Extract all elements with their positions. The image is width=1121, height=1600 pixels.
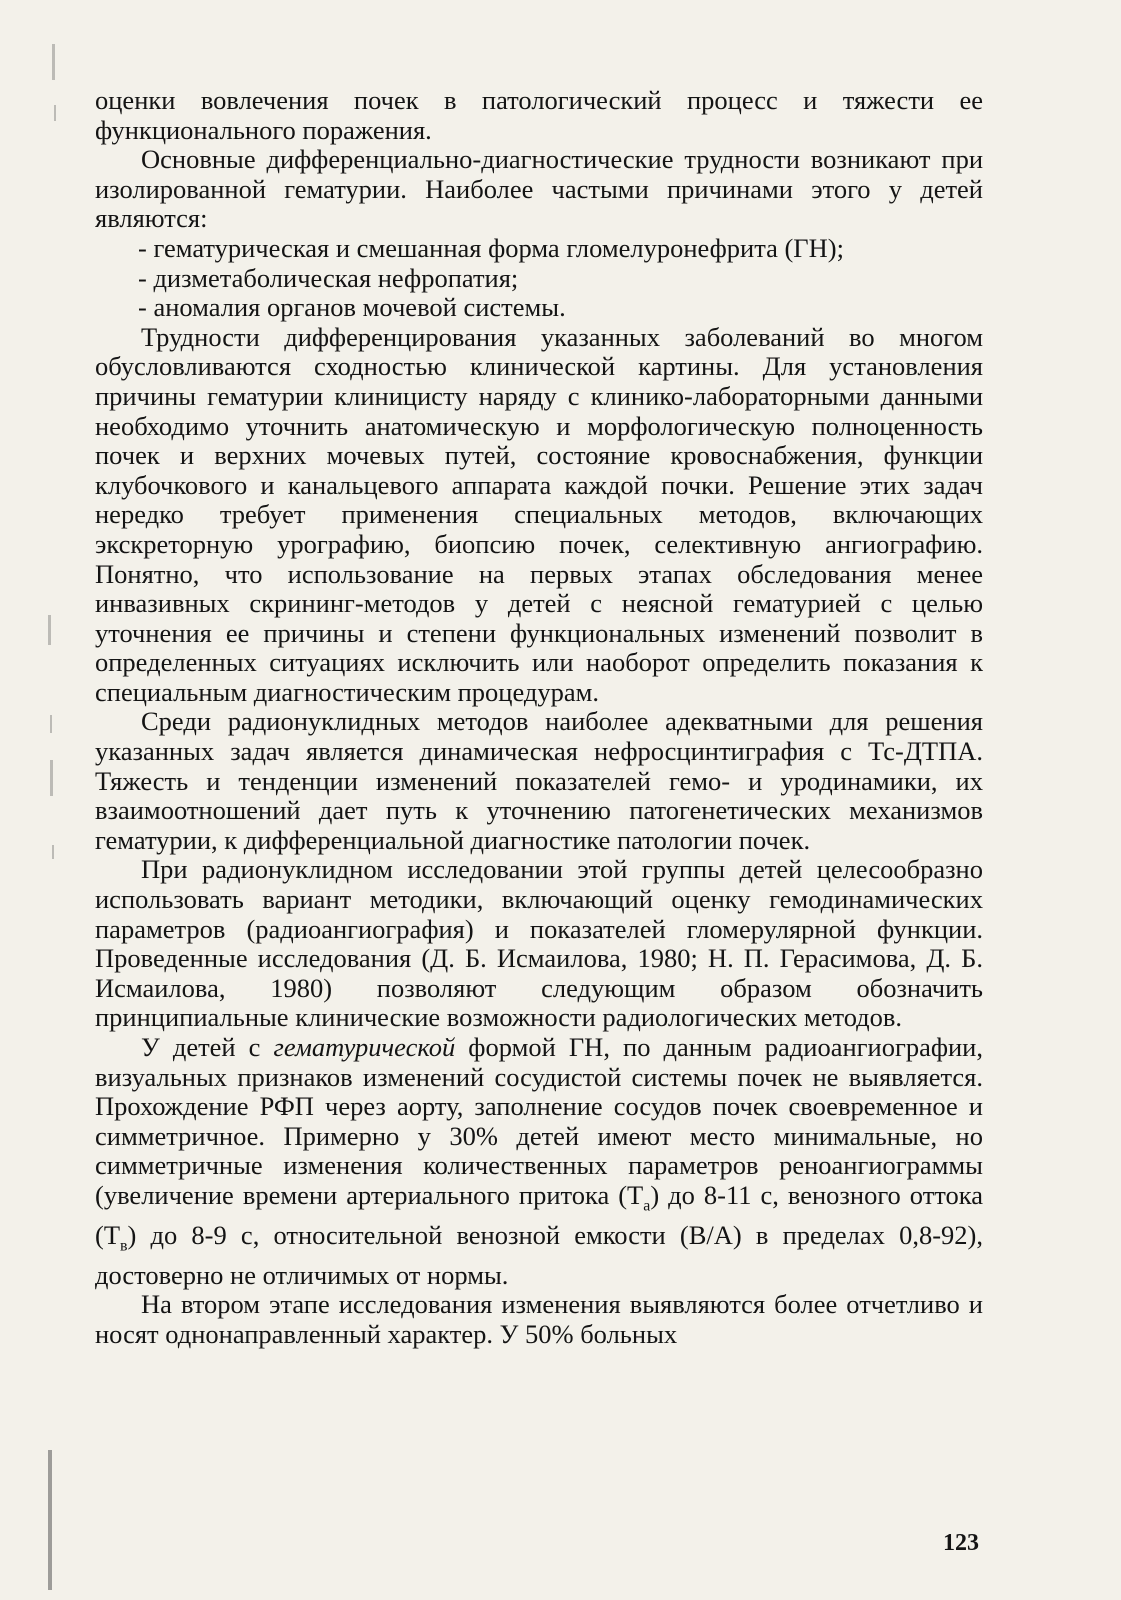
paragraph-radionuclide-methods: Среди радионуклидных методов наиболее адекватными для решения указанных задач является динамическая нефросцинтиграфия с Тс-ДТПА. Тяжесть и тенденции изменений показателей гемо- и уродинамики, их взаимоотношений дает путь к уточнению патогенетических механизмов гематурии, к дифференциальной диагностике патологии почек. bbox=[95, 706, 983, 855]
paragraph-hematuria-difficulties: Основные дифференциально-диагностические трудности возникают при изолированной гематурии. Наиболее частыми причинами этого у детей являются: bbox=[95, 144, 983, 234]
list-item: - гематурическая и смешанная форма гломелуронефрита (ГН); bbox=[138, 232, 844, 263]
paragraph-radionuclide-study: При радионуклидном исследовании этой группы детей целесообразно использовать вариант методики, включающий оценку гемодинамических параметров (радиоангиография) и показателей гломерулярной функции. Проведенные исследования (Д. Б. Исмаилова, 1980; Н. П. Герасимова, Д. Б. Исмаилова, 1980) позволяют следующим образом обозначить принципиальные клинические возможности радиологических методов. bbox=[95, 854, 983, 1033]
text-run: ) до 8-11 с, венозного оттока (Т bbox=[95, 1179, 983, 1250]
scan-speck bbox=[48, 615, 51, 645]
scan-speck bbox=[50, 715, 52, 733]
list-item: - дизметаболическая нефропатия; bbox=[138, 262, 519, 293]
text-run: формой ГН, по данным радиоангиографии, визуальных признаков изменений сосудистой системы почек не выявляется. Прохождение РФП через аорту, заполнение сосудов почек своевременное и симметричное. Примерно у 30% детей имеют место минимальные, но симметричные изменения количественных параметров реноангиограммы (увеличение времени артериального притока (Т bbox=[95, 1032, 983, 1210]
paragraph-second-stage: На втором этапе исследования изменения выявляются более отчетливо и носят однонаправленный характер. У 50% больных bbox=[95, 1289, 983, 1349]
document-page bbox=[95, 86, 983, 1350]
scan-speck bbox=[52, 845, 54, 859]
page-number: 123 bbox=[943, 1530, 979, 1556]
scan-speck bbox=[54, 105, 56, 121]
subscript-a: а bbox=[643, 1197, 651, 1215]
list-item: - аномалия органов мочевой системы. bbox=[138, 292, 566, 323]
subscript-v: в bbox=[120, 1237, 128, 1255]
paragraph-differentiation: Трудности дифференцирования указанных заболеваний во многом обусловливаются сходностью клинической картины. Для установления причины гематурии клиницисту наряду с клинико-лабораторными данными необходимо уточнить анатомическую и морфологическую полноценность почек и верхних мочевых путей, состояние кровоснабжения, функции клубочкового и канальцевого аппарата каждой почки. Решение этих задач нередко требует применения специальных методов, включающих экскреторную урографию, биопсию почек, селективную ангиографию. Понятно, что использование на первых этапах обследования менее инвазивных скрининг-методов у детей с неясной гематурией с целью уточнения ее причины и степени функциональных изменений позволит в определенных ситуациях исключить или наоборот определить показания к специальным диагностическим процедурам. bbox=[95, 321, 983, 707]
text-run: ) до 8-9 с, относительной венозной емкости (В/А) в пределах 0,8-92), достоверно не отличимых от нормы. bbox=[95, 1219, 983, 1290]
causes-list bbox=[95, 234, 983, 323]
scan-speck bbox=[50, 760, 53, 796]
paragraph-hematuric-form bbox=[95, 1033, 983, 1290]
italic-term: гематурической bbox=[273, 1032, 456, 1062]
text-run: У детей с bbox=[141, 1032, 274, 1062]
scan-binding-edge bbox=[38, 0, 60, 1600]
scan-speck bbox=[52, 44, 55, 80]
paragraph-continued: оценки вовлечения почек в патологический процесс и тяжести ее функционального поражения. bbox=[95, 85, 983, 145]
scan-speck bbox=[48, 1450, 52, 1590]
